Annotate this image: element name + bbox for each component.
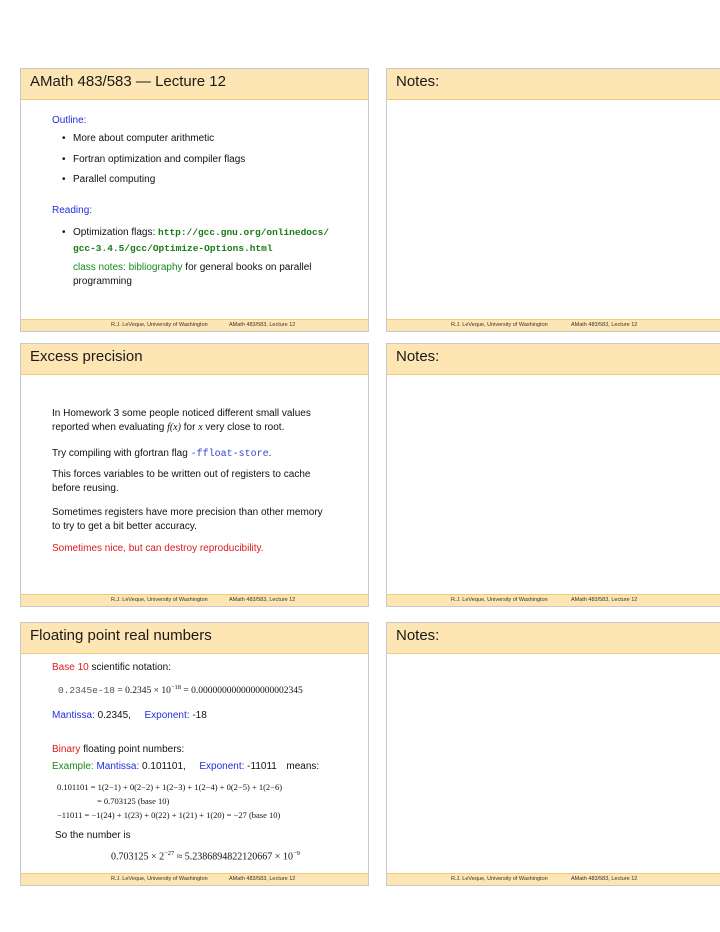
exponent-value: -18 xyxy=(189,710,207,721)
text: floating point numbers: xyxy=(80,744,185,755)
slide-footer xyxy=(387,873,720,885)
notes-title-bar xyxy=(387,69,720,100)
classnotes-text: for general books on parallel xyxy=(182,262,312,273)
text: reported when evaluating xyxy=(52,422,168,433)
notes-title: Notes: xyxy=(396,73,440,90)
slide-footer xyxy=(387,319,720,331)
slide-footer xyxy=(21,594,368,606)
classnotes-line xyxy=(73,261,312,276)
exponent: −27 xyxy=(164,850,175,857)
notes-title-bar xyxy=(387,344,720,375)
outline-label: Outline: xyxy=(52,115,87,126)
paragraph-line xyxy=(52,421,284,436)
notes-title: Notes: xyxy=(396,348,440,365)
footer-author: R.J. LeVeque, University of Washington xyxy=(111,322,208,328)
exponent-value: -11011 xyxy=(244,761,277,772)
slide-floating-point xyxy=(20,622,369,886)
slide-title: Floating point real numbers xyxy=(30,627,212,644)
compiler-flag: -ffloat-store xyxy=(190,449,269,460)
notes-panel xyxy=(386,622,720,886)
optflags-label: Optimization flags: xyxy=(73,227,156,238)
footer-author: R.J. LeVeque, University of Washington xyxy=(451,876,548,882)
slide-footer xyxy=(387,594,720,606)
equation-line: 0.101101 = 1(2−1) + 0(2−2) + 1(2−3) + 1(2−4) + 0(2−5) + 1(2−6) xyxy=(57,782,283,792)
sci-notation-eq xyxy=(58,683,303,699)
slide-footer xyxy=(21,319,368,331)
classnotes-link[interactable]: class notes: bibliography xyxy=(73,262,183,273)
paragraph-line xyxy=(52,447,271,463)
mantissa-exponent-line xyxy=(52,709,207,724)
footer-course: AMath 483/583, Lecture 12 xyxy=(229,876,296,882)
outline-item: • Parallel computing xyxy=(73,173,155,188)
slide-footer xyxy=(21,873,368,885)
math-fx: f(x) xyxy=(167,422,181,433)
notes-title-bar xyxy=(387,623,720,654)
binary-line xyxy=(52,743,184,758)
example-label: Example: xyxy=(52,761,94,772)
notes-title: Notes: xyxy=(396,627,440,644)
binary-label: Binary xyxy=(52,744,81,755)
final-equation xyxy=(111,849,300,865)
eq-text: ≈ 5.2386894822120667 × 10 xyxy=(174,851,293,863)
exponent-label: Exponent: xyxy=(199,761,245,772)
footer-author: R.J. LeVeque, University of Washington xyxy=(111,597,208,603)
slide-title: AMath 483/583 — Lecture 12 xyxy=(30,73,226,90)
mantissa-value: 0.2345, xyxy=(94,710,131,721)
exponent: −18 xyxy=(170,684,182,691)
slide-body xyxy=(21,374,368,595)
equation-line: = 0.703125 (base 10) xyxy=(97,796,170,806)
exponent-label: Exponent: xyxy=(144,710,190,721)
mantissa-label: Mantissa: xyxy=(96,761,140,772)
paragraph-line: Sometimes registers have more precision than other memory xyxy=(52,507,323,518)
slide-title-bar xyxy=(21,623,368,654)
optflags-link[interactable]: http://gcc.gnu.org/onlinedocs/ xyxy=(158,227,330,238)
example-line xyxy=(52,760,319,775)
paragraph-line: This forces variables to be written out of registers to cache xyxy=(52,469,311,480)
so-number-line: So the number is xyxy=(55,830,131,841)
text: very close to root. xyxy=(202,422,285,433)
footer-course: AMath 483/583, Lecture 12 xyxy=(229,597,296,603)
exponent: −9 xyxy=(292,850,300,857)
sci-code: 0.2345e-18 xyxy=(58,685,116,697)
footer-course: AMath 483/583, Lecture 12 xyxy=(229,322,296,328)
means-text: means: xyxy=(286,761,320,772)
slide-body xyxy=(21,99,368,320)
base10-label: Base 10 xyxy=(52,662,89,673)
footer-course: AMath 483/583, Lecture 12 xyxy=(571,597,638,603)
text: Try compiling with gfortran flag xyxy=(52,448,191,459)
reading-url-line2 xyxy=(73,242,273,257)
slide-title-bar xyxy=(21,344,368,375)
text: scientific notation: xyxy=(88,662,171,673)
equation-line: −11011 = −1(24) + 1(23) + 0(22) + 1(21) + 1(20) = −27 (base 10) xyxy=(57,810,281,820)
classnotes-line2: programming xyxy=(73,276,132,287)
slide-lecture-outline xyxy=(20,68,369,332)
outline-item: • Fortran optimization and compiler flags xyxy=(73,153,245,168)
notes-panel xyxy=(386,343,720,607)
mantissa-label: Mantissa: xyxy=(52,710,95,721)
slide-body xyxy=(21,653,368,874)
text: . xyxy=(268,448,272,459)
footer-author: R.J. LeVeque, University of Washington xyxy=(111,876,208,882)
slide-excess-precision xyxy=(20,343,369,607)
reading-label: Reading: xyxy=(52,205,93,216)
text: for xyxy=(180,422,199,433)
eq-text: 0.703125 × 2 xyxy=(111,851,165,863)
base10-line xyxy=(52,661,171,676)
footer-course: AMath 483/583, Lecture 12 xyxy=(571,876,638,882)
paragraph-line: to try to get a bit better accuracy. xyxy=(52,521,197,532)
optflags-link-cont[interactable]: gcc-3.4.5/gcc/Optimize-Options.html xyxy=(73,243,273,254)
notes-panel xyxy=(386,68,720,332)
paragraph-line: In Homework 3 some people noticed different small values xyxy=(52,408,311,419)
slide-title: Excess precision xyxy=(30,348,143,365)
slide-title-bar xyxy=(21,69,368,100)
mantissa-value: 0.101101, xyxy=(139,761,186,772)
eq-text: = 0.0000000000000000002345 xyxy=(181,686,303,697)
reading-item xyxy=(73,226,329,241)
eq-text: = 0.2345 × 10 xyxy=(115,686,171,697)
warning-line: Sometimes nice, but can destroy reproducibility. xyxy=(52,543,264,554)
paragraph-line: before reusing. xyxy=(52,483,119,494)
footer-course: AMath 483/583, Lecture 12 xyxy=(571,322,638,328)
footer-author: R.J. LeVeque, University of Washington xyxy=(451,322,548,328)
math-x: x xyxy=(198,422,203,433)
outline-item: • More about computer arithmetic xyxy=(73,132,214,147)
footer-author: R.J. LeVeque, University of Washington xyxy=(451,597,548,603)
